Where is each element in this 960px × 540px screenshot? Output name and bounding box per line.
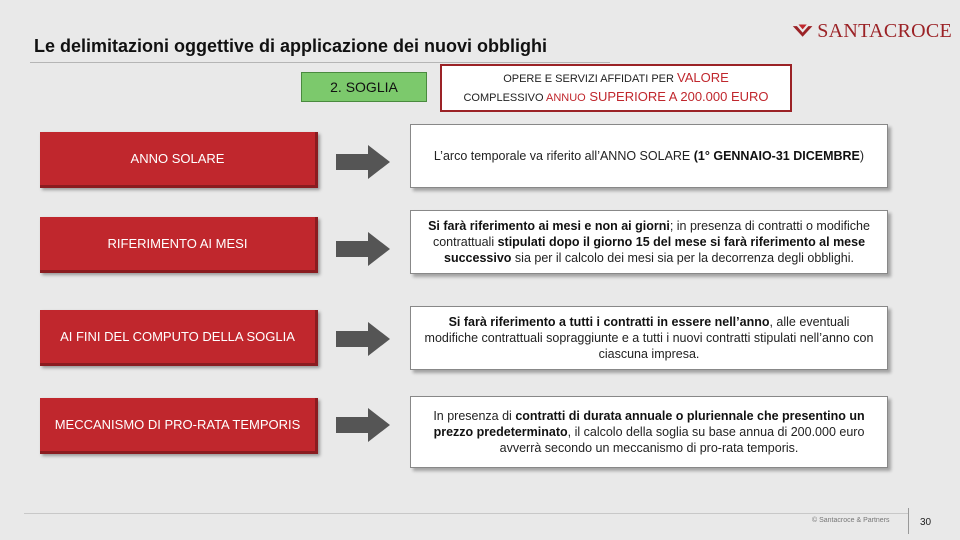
header-text-1: OPERE E SERVIZI AFFIDATI PER — [503, 73, 678, 85]
header-value-word: VALORE — [677, 70, 729, 85]
description-segment: L’arco temporale va riferito all’ — [433, 149, 600, 163]
arrow-right-icon — [336, 408, 390, 442]
page-number: 30 — [920, 517, 932, 528]
description-text — [421, 408, 877, 456]
footer-copyright: © Santacroce & Partners — [812, 517, 890, 524]
description-emphasis: Si farà riferimento a tutti i contratti in essere nell’anno — [448, 315, 770, 329]
logo-text: SANTACROCE — [817, 19, 952, 42]
category-box-anno-solare: ANNO SOLARE — [40, 132, 318, 188]
description-text — [421, 314, 877, 362]
description-segment: ANNO SOLARE — [599, 149, 691, 163]
footer-divider — [908, 508, 909, 534]
logo — [792, 20, 952, 42]
description-segment: , alle eventuali modifiche contrattuali sopraggiunte e a tutti i nuovi contratti stipulati nell’anno con ciascuna impresa. — [424, 315, 874, 361]
arrow-right-icon — [336, 322, 390, 356]
description-segment: ) — [859, 149, 865, 163]
description-emphasis: Si farà riferimento ai mesi e non ai giorni — [428, 219, 670, 233]
category-box-riferimento-mesi: RIFERIMENTO AI MESI — [40, 217, 318, 273]
description-segment: sia per il calcolo dei mesi sia per la decorrenza degli obblighi. — [511, 251, 854, 265]
description-emphasis: (1° GENNAIO-31 DICEMBRE — [690, 149, 860, 163]
description-emphasis: contratti di durata annuale o pluriennale che presentino un prezzo predeterminato — [433, 409, 865, 439]
description-box-anno-solare — [410, 124, 888, 188]
page-title: Le delimitazioni oggettive di applicazione dei nuovi obblighi — [34, 36, 548, 56]
footer-rule — [24, 513, 908, 514]
description-box-computo-soglia — [410, 306, 888, 370]
arrow-right-icon — [336, 145, 390, 179]
header-text-2: COMPLESSIVO — [463, 92, 546, 104]
arrow-right-icon — [336, 232, 390, 266]
header-annuo: ANNUO — [545, 92, 586, 104]
soglia-badge: 2. SOGLIA — [301, 72, 427, 102]
category-box-pro-rata: MECCANISMO DI PRO-RATA TEMPORIS — [40, 398, 318, 454]
description-segment: , il calcolo della soglia su base annua di 200.000 euro avverrà secondo un meccanismo di pro-rata temporis. — [499, 425, 865, 455]
description-text — [434, 148, 864, 164]
logo-icon — [792, 21, 813, 41]
category-box-computo-soglia: AI FINI DEL COMPUTO DELLA SOGLIA — [40, 310, 318, 366]
description-box-pro-rata — [410, 396, 888, 468]
description-segment: ; in presenza di contratti o modifiche contrattuali — [432, 219, 870, 249]
description-box-riferimento-mesi — [410, 210, 888, 274]
title-underline — [30, 62, 610, 63]
description-text — [421, 218, 877, 266]
threshold-header-box — [440, 64, 792, 112]
header-threshold: SUPERIORE A 200.000 EURO — [585, 89, 769, 104]
description-segment: In presenza di — [433, 409, 516, 423]
description-emphasis: stipulati dopo il giorno 15 del mese si farà riferimento al mese successivo — [444, 235, 866, 265]
